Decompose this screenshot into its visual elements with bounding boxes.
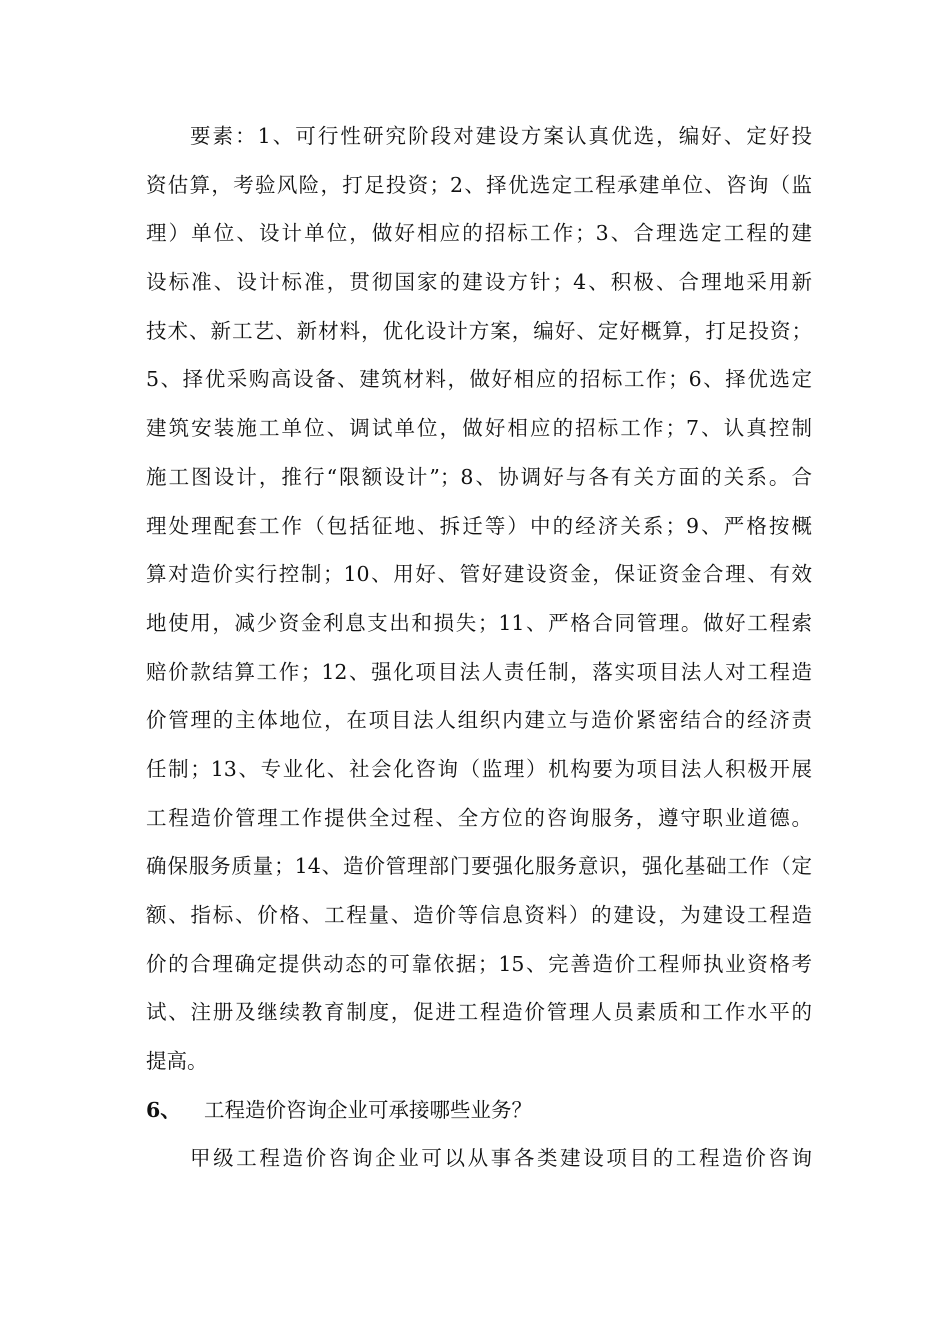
question-number: 6、	[146, 1097, 181, 1122]
paragraph-line: 价管理的主体地位，在项目法人组织内建立与造价紧密结合的经济责	[146, 708, 812, 733]
answer-line: 甲级工程造价咨询企业可以从事各类建设项目的工程造价咨询	[190, 1146, 812, 1171]
paragraph-line: 资估算，考验风险，打足投资；2、择优选定工程承建单位、咨询（监	[146, 172, 812, 197]
question-heading	[146, 1086, 812, 1135]
question-text: 工程造价咨询企业可承接哪些业务？	[204, 1097, 532, 1122]
paragraph-line: 任制；13、专业化、社会化咨询（监理）机构要为项目法人积极开展	[146, 756, 812, 781]
paragraph-line: 确保服务质量；14、造价管理部门要强化服务意识，强化基础工作（定	[146, 854, 812, 879]
paragraph-line: 额、指标、价格、工程量、造价等信息资料）的建设，为建设工程造	[146, 903, 812, 927]
paragraph-line: 5、择优采购高设备、建筑材料，做好相应的招标工作；6、择优选定	[146, 367, 812, 392]
paragraph-line: 价的合理确定提供动态的可靠依据；15、完善造价工程师执业资格考	[146, 951, 812, 976]
paragraph-line: 地使用，减少资金利息支出和损失；11、严格合同管理。做好工程索	[146, 610, 812, 635]
paragraph-line: 赔价款结算工作；12、强化项目法人责任制，落实项目法人对工程造	[146, 659, 812, 684]
paragraph-line: 技术、新工艺、新材料，优化设计方案，编好、定好概算，打足投资；	[146, 318, 812, 343]
paragraph-line: 理处理配套工作（包括征地、拆迁等）中的经济关系；9、严格按概	[146, 513, 812, 538]
paragraph-line: 理）单位、设计单位，做好相应的招标工作；3、合理选定工程的建	[146, 221, 812, 246]
paragraph-line: 算对造价实行控制；10、用好、管好建设资金，保证资金合理、有效	[146, 562, 812, 587]
paragraph-line: 设标准、设计标准，贯彻国家的建设方针；4、积极、合理地采用新	[146, 270, 812, 295]
document-body	[146, 112, 812, 1183]
paragraph-line: 试、注册及继续教育制度，促进工程造价管理人员素质和工作水平的	[146, 1000, 812, 1025]
paragraph-line: 要素：1、可行性研究阶段对建设方案认真优选，编好、定好投	[190, 124, 812, 148]
paragraph-line: 提高。	[146, 1049, 208, 1074]
paragraph-line: 施工图设计，推行“限额设计”；8、协调好与各有关方面的关系。合	[146, 464, 812, 489]
paragraph-line: 建筑安装施工单位、调试单位，做好相应的招标工作；7、认真控制	[146, 416, 812, 441]
paragraph-line: 工程造价管理工作提供全过程、全方位的咨询服务，遵守职业道德。	[146, 805, 812, 830]
